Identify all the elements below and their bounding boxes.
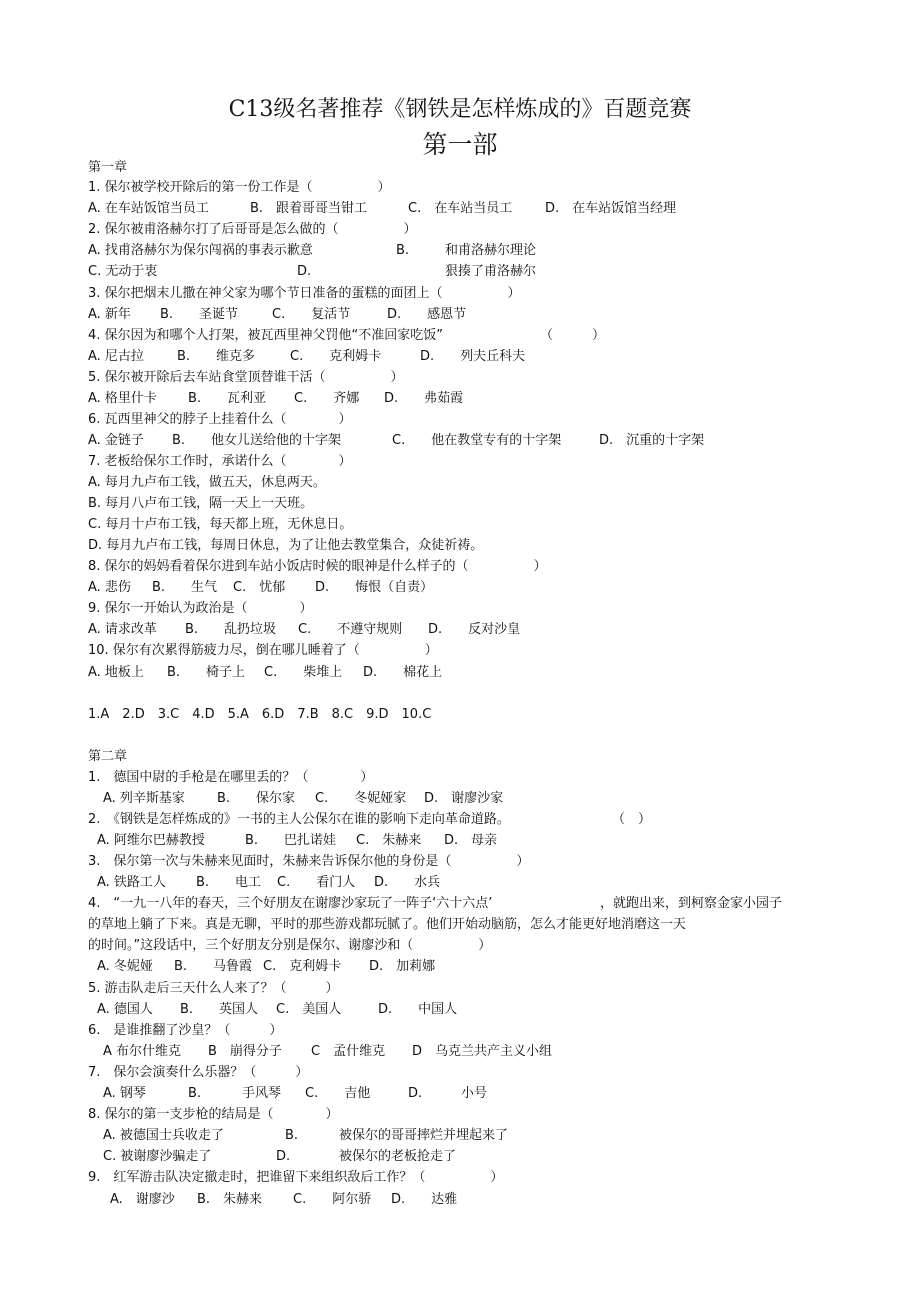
option-a: A. 列辛斯基家 — [103, 791, 185, 806]
option-a: A. 谢廖沙 — [110, 1192, 175, 1207]
option-b: B. 朱赫来 — [197, 1192, 263, 1207]
option-d: D. 列夫丘科夫 — [420, 349, 526, 364]
chapter-2-heading — [0, 747, 920, 767]
options-row — [0, 347, 920, 367]
option-c: C. 齐娜 — [294, 391, 360, 406]
question — [0, 1063, 920, 1083]
question — [0, 410, 920, 430]
option-d: D. 加莉娜 — [369, 959, 436, 974]
options-row — [0, 789, 920, 809]
option-d: D. 在车站饭馆当经理 — [545, 201, 677, 216]
document-title: C13级名著推荐《钢铁是怎样炼成的》百题竞赛 — [228, 97, 692, 122]
part-title: 第一部 — [422, 130, 498, 159]
options-row — [0, 1147, 920, 1167]
chapter-1-heading — [0, 158, 920, 178]
option-c: C. 阿尔骄 — [293, 1192, 372, 1207]
option-b: B. — [396, 243, 410, 258]
question — [0, 768, 920, 788]
option-d: D. 中国人 — [378, 1002, 458, 1017]
option-b: B. 生气 — [152, 580, 218, 595]
question — [0, 894, 920, 914]
option-a: A. 被德国士兵收走了 — [103, 1128, 224, 1143]
options-row — [0, 1084, 920, 1104]
option-a: A. 尼古拉 — [88, 349, 144, 364]
option-d: D. 达雅 — [391, 1192, 458, 1207]
option-a: A 布尔什维克 — [103, 1044, 182, 1059]
question-line — [0, 936, 920, 956]
question — [0, 178, 920, 198]
options-row — [0, 241, 920, 261]
option-b: B. 跟着哥哥当钳工 — [250, 201, 368, 216]
option-d-text: 被保尔的老板抢走了 — [339, 1149, 457, 1164]
option-c: C. 克利姆卡 — [263, 959, 342, 974]
question-text: 2. 保尔被甫洛赫尔打了后哥哥是怎么做的（ ） — [88, 222, 417, 237]
option-c: C. 冬妮娅家 — [315, 791, 407, 806]
option-b-text: 手风琴 — [242, 1086, 282, 1101]
option-b-text: 被保尔的哥哥摔烂并埋起来了 — [339, 1128, 509, 1143]
question — [0, 1105, 920, 1125]
option-a: A. 新年 — [88, 307, 131, 322]
question — [0, 810, 920, 830]
option-b: B. 每月八卢布工钱，隔一天上一天班。 — [88, 496, 314, 511]
option-d-text: 狠揍了甫洛赫尔 — [445, 264, 537, 279]
option-c: C. 克利姆卡 — [290, 349, 382, 364]
options-row — [0, 389, 920, 409]
question-text: 2. 《钢铁是怎样炼成的》一书的主人公保尔在谁的影响下走向革命道路。 — [88, 812, 510, 827]
option-c: C 孟什维克 — [311, 1044, 386, 1059]
option-a: A. 铁路工人 — [97, 875, 166, 890]
option-d: D. 悔恨（自责） — [315, 580, 434, 595]
option-a: A. 悲伤 — [88, 580, 131, 595]
option-d: D. 水兵 — [374, 875, 441, 890]
question-text: 7. 老板给保尔工作时，承诺什么（ ） — [88, 454, 352, 469]
option-d: D. 棉花上 — [363, 665, 443, 680]
options-row — [0, 305, 920, 325]
options-row — [0, 1042, 920, 1062]
option-a: A. 钢琴 — [103, 1086, 146, 1101]
option-d: D. 感恩节 — [387, 307, 467, 322]
option-a: A. 冬妮娅 — [97, 959, 153, 974]
question-text: 1. 保尔被学校开除后的第一份工作是（ ） — [88, 180, 391, 195]
option-d: D. 每月九卢布工钱，每周日休息，为了让他去教堂集合，众徒祈祷。 — [88, 538, 484, 553]
option-d: D. 母亲 — [444, 833, 498, 848]
option-a: A. 德国人 — [97, 1002, 153, 1017]
option-a: A. 阿维尔巴赫教授 — [97, 833, 205, 848]
option-b: B. 英国人 — [180, 1002, 259, 1017]
option-a: A. 找甫洛赫尔为保尔闯祸的事表示歉意 — [88, 243, 313, 258]
options-row — [0, 1190, 920, 1210]
question — [0, 452, 920, 472]
option-c: C. 吉他 — [305, 1086, 371, 1101]
question — [0, 326, 920, 346]
question-text-tail: ，就跑出来，到柯察金家小园子 — [600, 896, 783, 911]
option-c: C. 无动于衷 — [88, 264, 158, 279]
option-a: A. 请求改革 — [88, 622, 157, 637]
question-text: 5. 游击队走后三天什么人来了？（ ） — [88, 981, 339, 996]
options-row — [0, 873, 920, 893]
options-row — [0, 515, 920, 535]
answer-parentheses: （ ） — [612, 812, 652, 827]
question — [0, 557, 920, 577]
options-row — [0, 473, 920, 493]
question-text: 7. 保尔会演奏什么乐器？（ ） — [88, 1065, 309, 1080]
options-row — [0, 1000, 920, 1020]
question — [0, 641, 920, 661]
question-text: 10. 保尔有次累得筋疲力尽，倒在哪儿睡着了（ ） — [88, 643, 438, 658]
question-text: 9. 保尔一开始认为政治是（ ） — [88, 601, 313, 616]
options-row — [0, 262, 920, 282]
option-c: C. 他在教堂专有的十字架 — [392, 433, 562, 448]
question-text: 6. 瓦西里神父的脖子上挂着什么（ ） — [88, 412, 352, 427]
option-c: C. 朱赫来 — [356, 833, 422, 848]
options-row — [0, 494, 920, 514]
option-c: C. 柴堆上 — [264, 665, 343, 680]
option-a: A. 地板上 — [88, 665, 144, 680]
option-b: B. 椅子上 — [167, 665, 246, 680]
question-text: 8. 保尔的妈妈看着保尔进到车站小饭店时候的眼神是什么样子的（ ） — [88, 559, 547, 574]
answer-key — [0, 705, 920, 725]
question-text: 4. 保尔因为和哪个人打架，被瓦西里神父罚他“不准回家吃饭” — [88, 328, 444, 343]
question — [0, 599, 920, 619]
question-text: 1. 德国中尉的手枪是在哪里丢的？（ ） — [88, 770, 374, 785]
chapter-heading: 第一章 — [88, 160, 128, 175]
options-row — [0, 536, 920, 556]
option-d: D. 反对沙皇 — [428, 622, 521, 637]
answer-parentheses: （ ） — [540, 328, 606, 343]
question — [0, 1021, 920, 1041]
option-c: C. 忧郁 — [233, 580, 286, 595]
options-row — [0, 578, 920, 598]
option-b: B. — [188, 1086, 202, 1101]
question — [0, 979, 920, 999]
question — [0, 852, 920, 872]
question — [0, 284, 920, 304]
option-b: B. 维克多 — [177, 349, 256, 364]
question-text: 9. 红军游击队决定撤走时，把谁留下来组织敌后工作？（ ） — [88, 1170, 504, 1185]
option-b: B. 巴扎诺娃 — [245, 833, 337, 848]
option-c: C. 不遵守规则 — [298, 622, 403, 637]
option-d-text: 小号 — [461, 1086, 488, 1101]
question-text: 4. “一九一八年的春天，三个好朋友在谢廖沙家玩了一阵子‘六十六点’ — [88, 896, 493, 911]
option-a: A. 在车站饭馆当员工 — [88, 201, 209, 216]
options-row — [0, 663, 920, 683]
question-text: 8. 保尔的第一支步枪的结局是（ ） — [88, 1107, 339, 1122]
question-text: 5. 保尔被开除后去车站食堂顶替谁干活（ ） — [88, 370, 404, 385]
question-text: 3. 保尔把烟末儿撒在神父家为哪个节日准备的蛋糕的面团上（ ） — [88, 286, 521, 301]
option-b: B. 乱扔垃圾 — [185, 622, 277, 637]
options-row — [0, 957, 920, 977]
question-text: 3. 保尔第一次与朱赫来见面时，朱赫来告诉保尔他的身份是（ ） — [88, 854, 530, 869]
options-row — [0, 199, 920, 219]
option-c: C. 在车站当员工 — [408, 201, 513, 216]
question — [0, 368, 920, 388]
options-row — [0, 431, 920, 451]
option-d: D. — [408, 1086, 423, 1101]
option-d: D. 谢廖沙家 — [424, 791, 504, 806]
option-c: C. 美国人 — [276, 1002, 342, 1017]
option-d: D. 沉重的十字架 — [599, 433, 705, 448]
option-d: D 乌克兰共产主义小组 — [412, 1044, 553, 1059]
question — [0, 220, 920, 240]
question — [0, 1168, 920, 1188]
question-text: 的时间。”这段话中，三个好朋友分别是保尔、谢廖沙和（ ） — [88, 938, 492, 953]
option-b: B. 他女儿送给他的十字架 — [172, 433, 342, 448]
question-text: 6. 是谁推翻了沙皇？（ ） — [88, 1023, 283, 1038]
option-c: C. 复活节 — [272, 307, 351, 322]
option-d: D. 弗茹霞 — [384, 391, 464, 406]
question-text: 的草地上躺了下来。真是无聊，平时的那些游戏都玩腻了。他们开始动脑筋，怎么才能更好地消磨这一天 — [88, 917, 687, 932]
option-b: B. 电工 — [196, 875, 262, 890]
option-b-text: 和甫洛赫尔理论 — [445, 243, 537, 258]
option-c: C. 每月十卢布工钱，每天都上班，无休息日。 — [88, 517, 353, 532]
option-b: B. 圣诞节 — [160, 307, 239, 322]
option-a: A. 每月九卢布工钱，做五天，休息两天。 — [88, 475, 326, 490]
option-b: B. 瓦利亚 — [188, 391, 267, 406]
question-line — [0, 915, 920, 935]
option-c: C. 被谢廖沙骗走了 — [103, 1149, 212, 1164]
answer-key-text: 1.A 2.D 3.C 4.D 5.A 6.D 7.B 8.C 9.D 10.C — [88, 707, 432, 722]
option-d: D. — [276, 1149, 291, 1164]
options-row — [0, 620, 920, 640]
option-b: B 崩得分子 — [208, 1044, 282, 1059]
option-b: B. 马鲁霞 — [174, 959, 253, 974]
option-a: A. 金链子 — [88, 433, 144, 448]
options-row — [0, 1126, 920, 1146]
chapter-heading: 第二章 — [88, 749, 128, 764]
options-row — [0, 831, 920, 851]
option-a: A. 格里什卡 — [88, 391, 157, 406]
option-b: B. — [285, 1128, 299, 1143]
option-b: B. 保尔家 — [217, 791, 296, 806]
option-c: C. 看门人 — [277, 875, 356, 890]
option-d: D. — [297, 264, 312, 279]
